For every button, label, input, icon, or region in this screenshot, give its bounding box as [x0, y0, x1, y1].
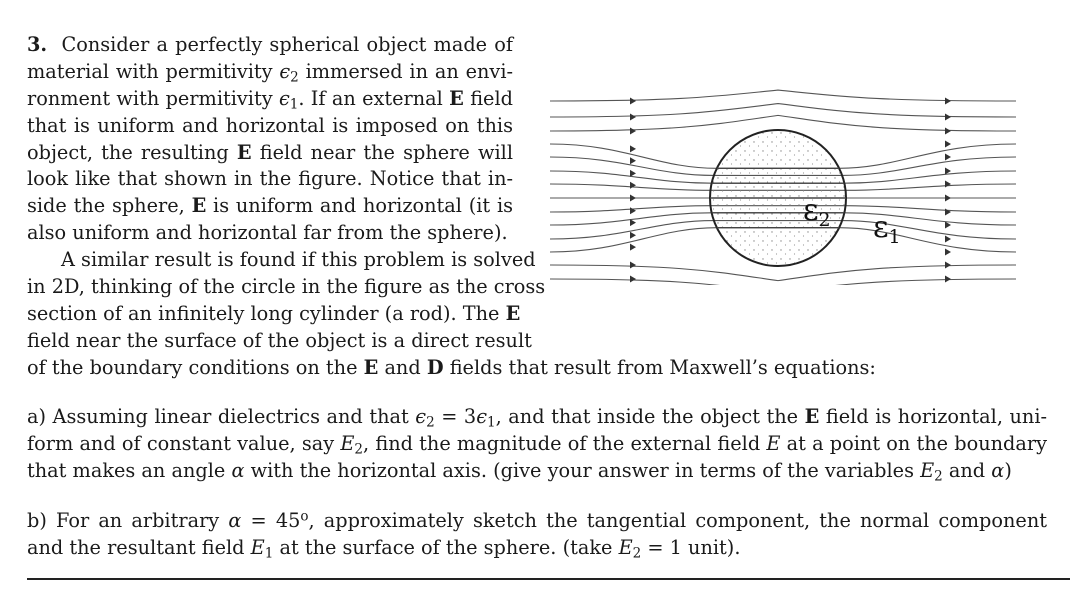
intro-line-9: A similar result is found if this problem is solved: [61, 248, 536, 272]
intro-line-3: ronment with permitivity $\epsilon_1$. If an external E field: [27, 86, 513, 113]
part-b: b) For an arbitrary $\alpha = 45^o$, approximately sketch the tangential component, the normal component and the resultant field $E_1$ at the surface of the sphere. (take $E_2 = 1$ unit).: [27, 508, 1047, 562]
field-arrow: [945, 128, 951, 135]
field-arrow: [630, 182, 636, 189]
intro-line-13: of the boundary conditions on the E and D fields that result from Maxwell’s equations:: [27, 355, 876, 379]
field-arrow: [630, 219, 636, 226]
intro-line-1: 3. Consider a perfectly spherical object made of: [27, 33, 513, 56]
intro-line-2: material with permitivity $\epsilon_2$ immersed in an envi-: [27, 59, 513, 86]
field-arrow: [945, 154, 951, 161]
intro-line-5: object, the resulting E field near the sphere will: [27, 140, 513, 164]
bottom-rule: [27, 578, 1070, 580]
intro-line-4: that is uniform and horizontal is imposed on this: [27, 113, 513, 137]
intro-line-7: side the sphere, E is uniform and horizontal (it is: [27, 194, 514, 218]
field-arrow: [945, 262, 951, 269]
field-arrow: [945, 114, 951, 121]
field-arrow: [945, 141, 951, 148]
field-arrow: [630, 262, 636, 269]
field-arrow: [630, 232, 636, 239]
intro-line-12: field near the surface of the object is a direct result: [27, 328, 532, 352]
field-arrow: [630, 170, 636, 177]
field-arrow: [630, 98, 636, 105]
label-epsilon-1: $\varepsilon_1$: [873, 210, 901, 248]
field-arrow: [945, 181, 951, 188]
field-arrow: [630, 244, 636, 251]
field-arrow: [945, 276, 951, 283]
field-arrow: [630, 145, 636, 152]
field-arrow: [630, 195, 636, 202]
part-a: a) Assuming linear dielectrics and that $\epsilon_2 = 3\epsilon_1$, and that inside the object the E field is horizontal, uni-form and of constant value, say $E_2$, find the magnitude of the external field E at a point on the boundary that makes an angle α with the horizontal axis. (give your answer in terms of the variables $E_2$ and α): [27, 405, 1048, 485]
field-arrow: [630, 276, 636, 283]
field-arrow: [945, 236, 951, 243]
field-arrow: [630, 207, 636, 214]
field-arrow: [945, 249, 951, 256]
label-epsilon-2: $\varepsilon_2$: [803, 193, 831, 231]
field-arrow: [630, 114, 636, 121]
sphere-field-figure: [545, 85, 1035, 285]
intro-line-10: in 2D, thinking of the circle in the figure as the cross: [27, 275, 546, 299]
problem-number: 3.: [27, 33, 48, 56]
intro-line-6: look like that shown in the figure. Notice that in-: [27, 167, 513, 191]
field-arrow: [945, 209, 951, 216]
field-arrow: [630, 157, 636, 164]
field-arrow: [945, 98, 951, 105]
intro-line-8: also uniform and horizontal far from the sphere).: [27, 221, 508, 245]
intro-line-11: section of an infinitely long cylinder (a rod). The E: [27, 301, 521, 325]
field-arrow: [630, 128, 636, 135]
field-arrow: [945, 195, 951, 202]
